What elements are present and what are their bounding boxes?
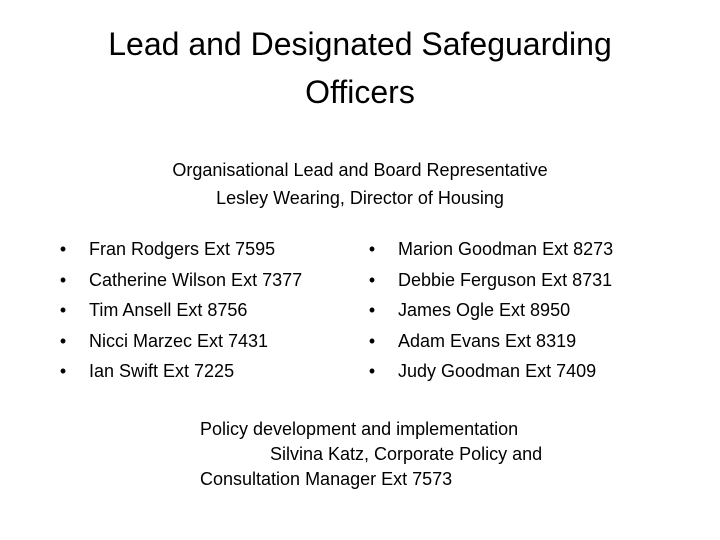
policy-person-line-1: Silvina Katz, Corporate Policy and <box>270 444 543 464</box>
bullet-icon: • <box>59 330 67 351</box>
policy-heading: Policy development and implementation <box>200 419 519 439</box>
bullet-icon: • <box>59 361 67 381</box>
organisational-lead-person: Lesley Wearing, Director of Housing <box>216 188 504 208</box>
contact-name: Marion Goodman Ext 8273 <box>398 239 614 259</box>
organisational-lead-heading: Organisational Lead and Board Representative <box>172 160 548 180</box>
list-item <box>56 326 356 357</box>
contact-name: James Ogle Ext 8950 <box>398 300 571 320</box>
slide-title <box>40 20 680 116</box>
contact-name: Fran Rodgers Ext 7595 <box>89 239 276 259</box>
organisational-lead-block <box>60 156 660 212</box>
bullet-icon: • <box>59 239 67 259</box>
contact-name: Nicci Marzec Ext 7431 <box>89 330 269 351</box>
bullet-icon: • <box>59 269 67 290</box>
bullet-icon: • <box>368 330 376 351</box>
contact-name: Catherine Wilson Ext 7377 <box>89 269 303 290</box>
contact-name: Tim Ansell Ext 8756 <box>89 300 248 320</box>
bullet-icon: • <box>368 269 376 290</box>
bullet-icon: • <box>368 361 376 381</box>
list-item <box>56 295 356 326</box>
left-contact-list <box>56 234 356 387</box>
contact-name: Adam Evans Ext 8319 <box>398 330 577 351</box>
list-item <box>56 356 356 387</box>
list-item <box>365 295 685 326</box>
policy-person-line-2: Consultation Manager Ext 7573 <box>200 469 453 489</box>
list-item <box>365 265 685 296</box>
bullet-icon: • <box>59 300 67 320</box>
list-item <box>56 265 356 296</box>
contact-name: Debbie Ferguson Ext 8731 <box>398 269 613 290</box>
bullet-icon: • <box>368 239 376 259</box>
bullet-icon: • <box>368 300 376 320</box>
contact-name: Judy Goodman Ext 7409 <box>398 361 597 381</box>
list-item <box>365 356 685 387</box>
slide-title-line-2: Officers <box>305 74 415 110</box>
policy-development-block <box>200 417 620 492</box>
list-item <box>365 234 685 265</box>
right-contact-list <box>365 234 685 387</box>
slide-title-line-1: Lead and Designated Safeguarding <box>108 26 612 62</box>
list-item <box>365 326 685 357</box>
contact-name: Ian Swift Ext 7225 <box>89 361 235 381</box>
list-item <box>56 234 356 265</box>
